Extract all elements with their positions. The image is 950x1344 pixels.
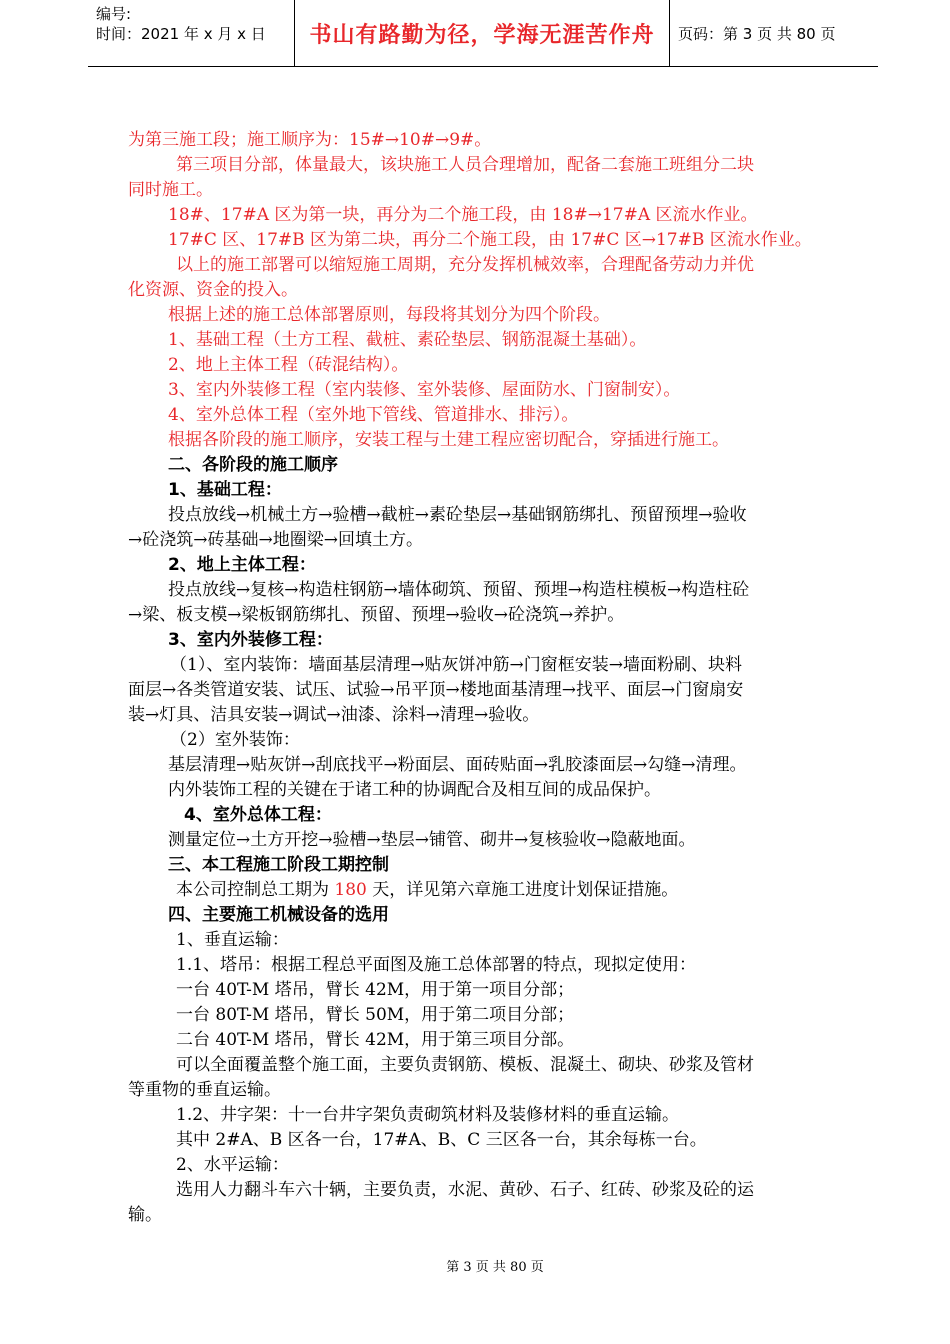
- header-page-info: 页码：第 3 页 共 80 页: [678, 24, 836, 43]
- text-line: 化资源、资金的投入。: [128, 280, 298, 300]
- time-label: 时间：2021 年 x 月 x 日: [96, 25, 266, 43]
- text-line: 第三项目分部，体量最大，该块施工人员合理增加，配备二套施工班组分二块: [176, 155, 754, 175]
- text-line: 根据各阶段的施工顺序，安装工程与土建工程应密切配合，穿插进行施工。: [168, 430, 729, 450]
- text-line: 一台 80T-M 塔吊，臂长 50M，用于第二项目分部；: [176, 1005, 575, 1025]
- text-line: 三、本工程施工阶段工期控制: [168, 855, 389, 875]
- text-line: 基层清理→贴灰饼→刮底找平→粉面层、面砖贴面→乳胶漆面层→勾缝→清理。: [168, 755, 747, 775]
- text-line: 1.2、井字架：十一台井字架负责砌筑材料及装修材料的垂直运输。: [176, 1105, 680, 1125]
- text-line: 一台 40T-M 塔吊，臂长 42M，用于第一项目分部；: [176, 980, 575, 1000]
- text-line: 1、基础工程：: [168, 480, 282, 500]
- header-motto: 书山有路勤为径，学海无涯苦作舟: [295, 0, 670, 66]
- text-line: 内外装饰工程的关键在于诸工种的协调配合及相互间的成品保护。: [168, 780, 661, 800]
- duration-number: 180: [334, 880, 367, 900]
- text-line: 3、室内外装修工程（室内装修、室外装修、屋面防水、门窗制安）。: [168, 380, 681, 400]
- text-line: 1.1、塔吊：根据工程总平面图及施工总体部署的特点，现拟定使用：: [176, 955, 697, 975]
- text-line: 二、各阶段的施工顺序: [168, 455, 338, 475]
- text-line: 4、室外总体工程（室外地下管线、管道排水、排污）。: [168, 405, 579, 425]
- text-segment: 本公司控制总工期为: [176, 880, 335, 900]
- page-footer: 第 3 页 共 80 页: [446, 1260, 544, 1275]
- text-line: 3、室内外装修工程：: [168, 630, 333, 650]
- text-line: 18#、17#A 区为第一块，再分为二个施工段，由 18#→17#A 区流水作业。: [168, 205, 758, 225]
- header-meta: [88, 0, 295, 66]
- text-line: 同时施工。: [128, 180, 213, 200]
- text-line: →砼浇筑→砖基础→地圈梁→回填土方。: [128, 530, 423, 550]
- text-line: [128, 878, 840, 903]
- text-line: 2、地上主体工程（砖混结构）。: [168, 355, 409, 375]
- text-line: 1、垂直运输：: [176, 930, 289, 950]
- text-line: 可以全面覆盖整个施工面，主要负责钢筋、模板、混凝土、砌块、砂浆及管材: [176, 1055, 754, 1075]
- text-line: 2、水平运输：: [176, 1155, 289, 1175]
- text-line: 二台 40T-M 塔吊，臂长 42M，用于第三项目分部。: [176, 1030, 575, 1050]
- text-line: 装→灯具、洁具安装→调试→油漆、涂料→清理→验收。: [128, 705, 540, 725]
- text-segment: 天，详见第六章施工进度计划保证措施。: [366, 880, 679, 900]
- text-line: 输。: [128, 1205, 162, 1225]
- text-line: 根据上述的施工总体部署原则，每段将其划分为四个阶段。: [168, 305, 610, 325]
- text-line: 以上的施工部署可以缩短施工周期，充分发挥机械效率，合理配备劳动力并优: [176, 255, 754, 275]
- text-line: 4、室外总体工程：: [184, 805, 332, 825]
- text-line: 17#C 区、17#B 区为第二块，再分二个施工段，由 17#C 区→17#B 区流水作业。: [168, 230, 812, 250]
- page-header: [88, 0, 878, 67]
- text-line: 1、基础工程（土方工程、截桩、素砼垫层、钢筋混凝土基础）。: [168, 330, 647, 350]
- text-line: 测量定位→土方开挖→验槽→垫层→铺管、砌井→复核验收→隐蔽地面。: [168, 830, 696, 850]
- text-line: （2）室外装饰：: [170, 730, 300, 750]
- text-line: 四、主要施工机械设备的选用: [168, 905, 389, 925]
- document-body: [128, 128, 840, 1228]
- text-line: （1）、室内装饰：墙面基层清理→贴灰饼冲筋→门窗框安装→墙面粉刷、块料: [170, 655, 743, 675]
- code-label: 编号:: [96, 5, 132, 23]
- text-line: 面层→各类管道安装、试压、试验→吊平顶→楼地面基清理→找平、面层→门窗扇安: [128, 680, 744, 700]
- text-line: 其中 2#A、B 区各一台，17#A、B、C 三区各一台，其余每栋一台。: [176, 1130, 707, 1150]
- text-line: 投点放线→机械土方→验槽→截桩→素砼垫层→基础钢筋绑扎、预留预埋→验收: [168, 505, 747, 525]
- text-line: 投点放线→复核→构造柱钢筋→墙体砌筑、预留、预埋→构造柱模板→构造柱砼: [168, 580, 750, 600]
- text-line: 选用人力翻斗车六十辆，主要负责，水泥、黄砂、石子、红砖、砂浆及砼的运: [176, 1180, 754, 1200]
- text-line: 2、地上主体工程：: [168, 555, 316, 575]
- text-line: 为第三施工段；施工顺序为：15#→10#→9#。: [128, 130, 492, 150]
- text-line: 等重物的垂直运输。: [128, 1080, 281, 1100]
- text-line: →梁、板支模→梁板钢筋绑扎、预留、预埋→验收→砼浇筑→养护。: [128, 605, 625, 625]
